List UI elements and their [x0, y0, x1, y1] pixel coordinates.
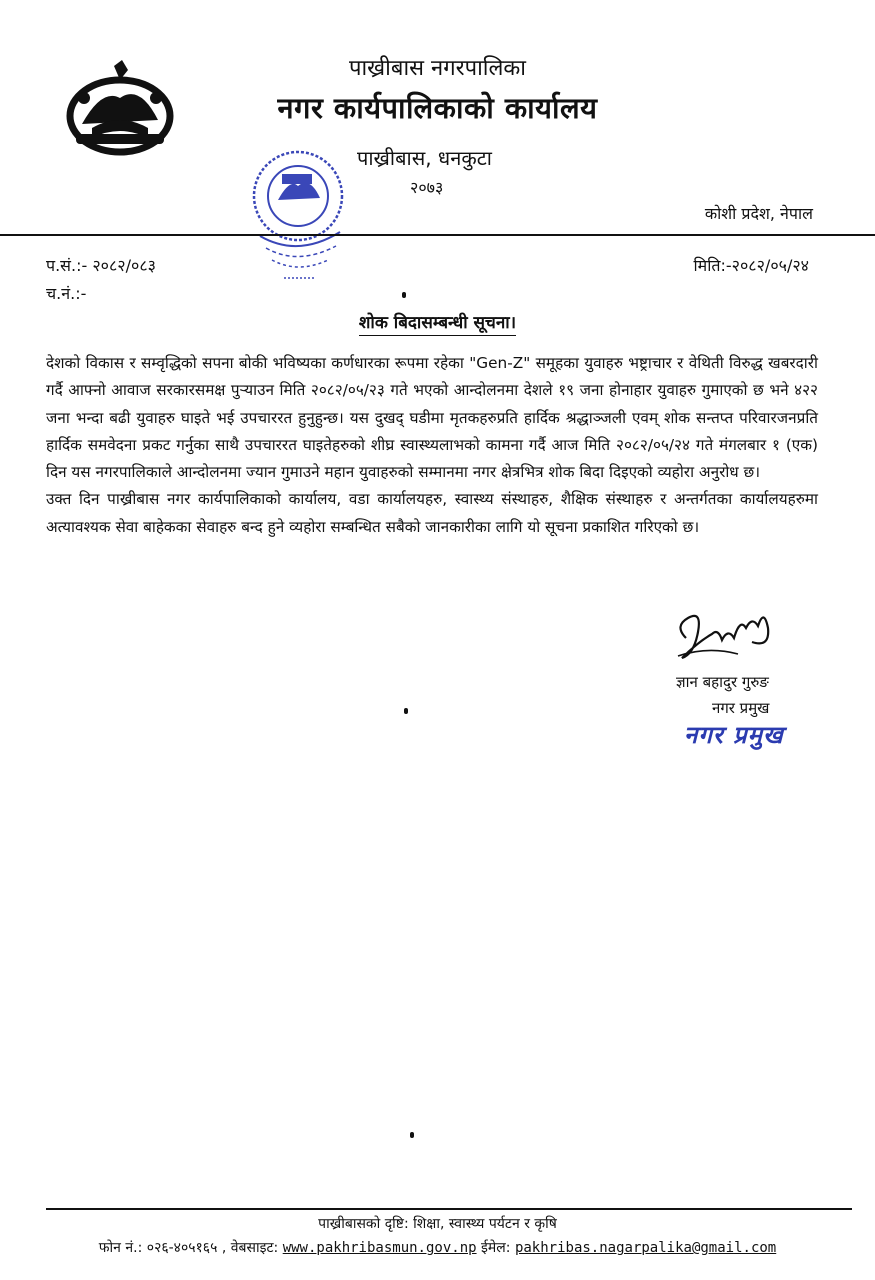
office-address: पाख्रीबास, धनकुटा	[357, 146, 492, 170]
letter-date: मिति:-२०८२/०५/२४	[693, 256, 809, 275]
signatory-title: नगर प्रमुख	[712, 699, 770, 717]
office-title: नगर कार्यपालिकाको कार्यालय	[277, 91, 598, 125]
establishment-year: २०७३	[410, 178, 444, 197]
notice-subject-text: शोक बिदासम्बन्धी सूचना।	[359, 313, 516, 336]
footer-email-label: ईमेल:	[481, 1240, 511, 1256]
stray-mark	[402, 292, 406, 298]
designation-stamp: नगर प्रमुख	[684, 721, 784, 749]
stray-mark	[410, 1132, 414, 1138]
footer-email-link[interactable]: pakhribas.nagarpalika@gmail.com	[514, 1240, 777, 1256]
header-divider	[0, 234, 875, 236]
footer-website-link[interactable]: www.pakhribasmun.gov.np	[282, 1240, 477, 1256]
footer-phone: फोन नं.: ०२६-४०५१६५ , वेबसाइट:	[98, 1240, 279, 1256]
footer-contact	[0, 1238, 875, 1257]
footer-divider	[46, 1208, 852, 1210]
stray-mark	[404, 708, 408, 714]
notice-subject	[0, 310, 875, 333]
org-name: पाख्रीबास नगरपालिका	[348, 56, 527, 81]
notice-paragraph-1: देशको विकास र सम्वृद्धिको सपना बोकी भविष्यका कर्णधारका रूपमा रहेका "Gen-Z" समूहका युवाहरु भष्ट्राचार र वेथिती विरुद्ध खबरदारी गर्दै आफ्नो आवाज सरकारसमक्ष पुऱ्याउन मिति २०८२/०५/२३ गते भएको आन्दोलनमा देशले १९ जना होनाहार युवाहरु गुमाएको छ भने ४२२ जना भन्दा बढी युवाहरु घाइते भई उपचाररत हुनुहुन्छ। यस दुखद् घडीमा मृतकहरुप्रति हार्दिक श्रद्धाञ्जली एवम् शोक सन्तप्त परिवारजनप्रति हार्दिक समवेदना प्रकट गर्नुका साथै उपचाररत घाइतेहरुको शीघ्र स्वास्थ्यलाभको कामना गर्दै आज मिति २०८२/०५/२४ गते मंगलबार १ (एक) दिन यस नगरपालिकाले आन्दोलनमा ज्यान गुमाउने महान युवाहरुको सम्मानमा नगर क्षेत्रभित्र शोक बिदा दिइएको व्यहोरा अनुरोध छ।	[46, 354, 819, 482]
notice-body	[46, 350, 818, 541]
handwritten-signature	[668, 598, 778, 672]
dispatch-number: च.नं.:-	[46, 284, 87, 303]
footer-motto: पाख्रीबासको दृष्टि: शिक्षा, स्वास्थ्य पर्यटन र कृषि	[318, 1216, 557, 1232]
office-seal-stamp	[232, 148, 374, 296]
reference-number: प.सं.:- २०८२/०८३	[46, 256, 156, 275]
province-label: कोशी प्रदेश, नेपाल	[704, 204, 813, 223]
notice-paragraph-2: उक्त दिन पाख्रीबास नगर कार्यपालिकाको कार्यालय, वडा कार्यालयहरु, स्वास्थ्य संस्थाहरु, शैक्षिक संस्थाहरु र अन्तर्गतका कार्यालयहरुमा अत्यावश्यक सेवा बाहेकका सेवाहरु बन्द हुने व्यहोरा सम्बन्धित सबैको जानकारीका लागि यो सूचना प्रकाशित गरिएको छ।	[46, 490, 818, 536]
signatory-name: ज्ञान बहादुर गुरुङ	[676, 673, 769, 691]
